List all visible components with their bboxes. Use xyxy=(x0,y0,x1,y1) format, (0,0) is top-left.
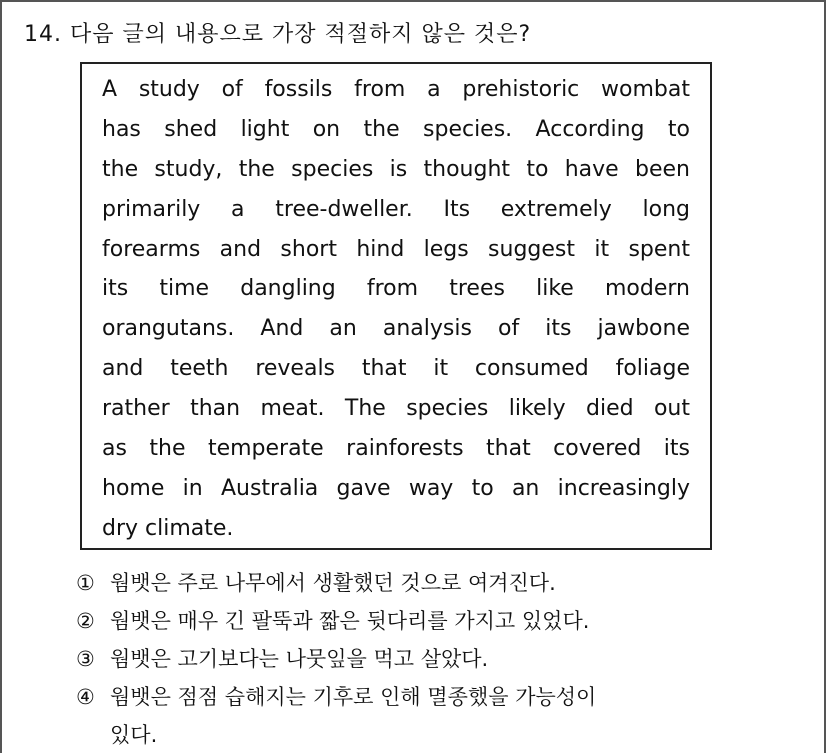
choice-number: ① xyxy=(76,571,95,595)
passage-line: orangutans. And an analysis of its jawbone xyxy=(102,316,690,342)
choice-number: ③ xyxy=(76,647,95,671)
choice-number: ② xyxy=(76,609,95,633)
passage-line: as the temperate rainforests that covered its xyxy=(102,436,690,462)
passage-line: home in Australia gave way to an increasingly xyxy=(102,475,690,501)
passage-line: the study, the species is thought to have been xyxy=(102,156,690,182)
choice-text: 웜뱃은 주로 나무에서 생활했던 것으로 여겨진다. xyxy=(110,571,556,595)
passage-box xyxy=(80,62,712,550)
choice-2[interactable] xyxy=(76,602,796,640)
question-title: 14. 다음 글의 내용으로 가장 적절하지 않은 것은? xyxy=(24,22,532,47)
passage-line: its time dangling from trees like modern xyxy=(102,276,690,302)
passage-line: rather than meat. The species likely died out xyxy=(102,396,690,422)
choice-4[interactable] xyxy=(76,678,796,754)
choice-text: 웜뱃은 점점 습해지는 기후로 인해 멸종했을 가능성이 있다. xyxy=(110,685,597,747)
choice-1[interactable] xyxy=(76,564,796,602)
passage-line: has shed light on the species. According to xyxy=(102,116,690,142)
choice-number: ④ xyxy=(76,685,95,709)
passage-line: forearms and short hind legs suggest it spent xyxy=(102,236,690,262)
choice-text: 웜뱃은 매우 긴 팔뚝과 짧은 뒷다리를 가지고 있었다. xyxy=(110,609,590,633)
passage-line: dry climate. xyxy=(102,515,234,541)
answer-choices xyxy=(76,564,796,754)
passage-line: A study of fossils from a prehistoric wombat xyxy=(102,77,690,102)
choice-3[interactable] xyxy=(76,640,796,678)
passage-line: and teeth reveals that it consumed foliage xyxy=(102,356,690,382)
passage-line: primarily a tree-dweller. Its extremely long xyxy=(102,196,690,222)
choice-text: 웜뱃은 고기보다는 나뭇잎을 먹고 살았다. xyxy=(110,647,489,671)
